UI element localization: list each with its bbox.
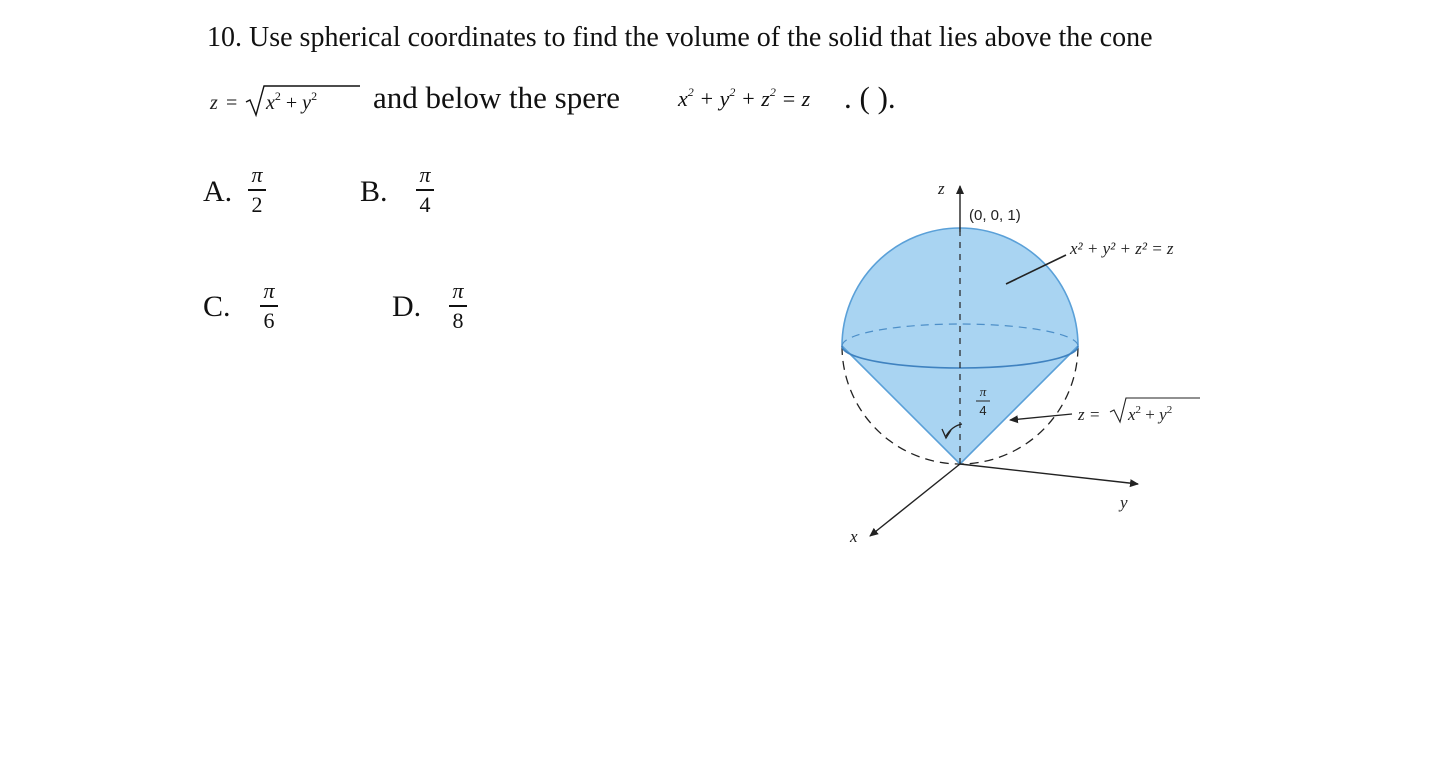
question-stem: Use spherical coordinates to find the volume of the solid that lies above the cone — [249, 22, 1153, 53]
y-axis — [960, 464, 1138, 484]
cone-eq-z: z — [210, 92, 218, 114]
angle-numerator: π — [979, 384, 987, 399]
angle-denominator: 4 — [979, 403, 987, 418]
cone-label — [1077, 398, 1200, 424]
mid-text: and below the spere — [373, 80, 621, 115]
option-d-fraction[interactable]: π 8 — [446, 279, 470, 333]
option-c-fraction[interactable]: π 6 — [257, 279, 281, 333]
sphere-label: x² + y² + z² = z — [1070, 239, 1174, 258]
cone-equation — [208, 78, 368, 122]
question-number: 10. — [207, 22, 242, 53]
x-axis-label: x — [850, 527, 858, 546]
sphere-equation: $x^2 + y^2 + z^2 = z$ — [678, 84, 811, 111]
svg-text:z =: z = — [1078, 405, 1101, 424]
option-c-letter[interactable]: C. — [203, 290, 231, 323]
point-label: (0, 0, 1) — [969, 207, 1021, 224]
option-b-letter[interactable]: B. — [360, 175, 388, 208]
cone-leader — [1010, 414, 1072, 420]
x-axis — [870, 464, 960, 536]
option-a-letter[interactable]: A. — [203, 175, 233, 208]
option-a-fraction[interactable]: π 2 — [245, 163, 269, 217]
svg-text:x2 + y2: $x^2 + y^2$ — [1128, 404, 1173, 424]
answer-blank: . ( ). — [844, 80, 896, 115]
svg-text:=: = — [226, 92, 238, 114]
option-b-fraction[interactable]: π 4 — [413, 163, 437, 217]
question-line-1 — [207, 22, 1153, 54]
sphere-cone-figure — [820, 170, 1240, 560]
z-axis-label: z — [938, 179, 945, 198]
cone-eq-radicand: $x^2 + y^2$ — [266, 89, 318, 114]
solid-region — [842, 228, 1078, 464]
option-d-letter[interactable]: D. — [392, 290, 422, 323]
y-axis-label: y — [1120, 493, 1128, 512]
